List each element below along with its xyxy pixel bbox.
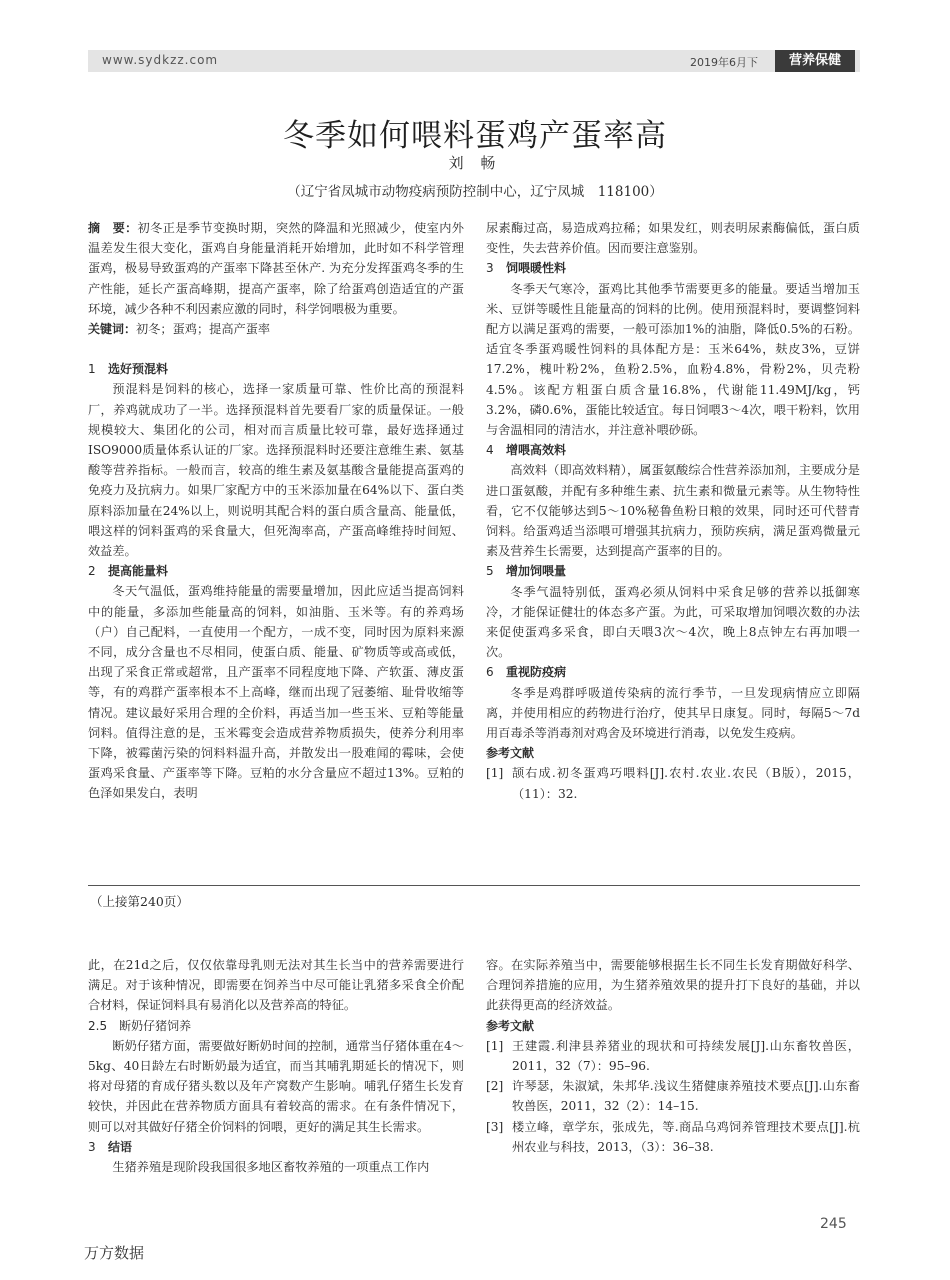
- article-title: 冬季如何喂料蛋鸡产蛋率高: [283, 118, 667, 154]
- continued-right-column: [486, 955, 860, 1157]
- section-paragraph: 冬季气温特别低，蛋鸡必须从饲料中采食足够的营养以抵御寒冷，才能保证健壮的体态多产蛋。为此，可采取增加饲喂次数的办法来促使蛋鸡多采食，即白天喂3次～4次，晚上8点钟左右再加喂一次。: [486, 584, 860, 660]
- section-paragraph: 断奶仔猪方面，需要做好断奶时间的控制，通常当仔猪体重在4～5kg、40日龄左右时断奶最为适宜，而当其哺乳期延长的情况下，则将对母猪的育成仔猪头数以及年产窝数产生影响。哺乳仔猪生长发育较快，并因此在营养物质方面具有着较高的需求。在有条件情况下，则可以对其做好仔猪全价饲料的饲喂，更好的满足其生长需求。: [88, 1038, 464, 1134]
- section-paragraph: 预混料是饲料的核心，选择一家质量可靠、性价比高的预混料厂，养鸡就成功了一半。选择预混料首先要看厂家的质量保证。一般规模较大、集团化的公司，相对而言质量比较可靠，最好选择通过ISO9000质量体系认证的厂家。选择预混料时还要注意维生素、氨基酸等营养指标。一般而言，较高的维生素及氨基酸含量能提高蛋鸡的免疫力及抗病力。如果厂家配方中的玉米添加量在64%以下、蛋白类原料添加量在24%以上，则说明其配合料的蛋白质含量高、能量低，喂这样的饲料蛋鸡的采食量大，但死淘率高，产蛋高峰维持时间短、效益差。: [88, 382, 464, 559]
- watermark: 万方数据: [84, 1244, 145, 1262]
- section-tag: 营养保健: [775, 50, 855, 72]
- journal-url: www.sydkzz.com: [102, 53, 219, 67]
- section-heading: 4 增喂高效料: [486, 443, 567, 458]
- section-paragraph: 生猪养殖是现阶段我国很多地区畜牧养殖的一项重点工作内: [112, 1160, 430, 1175]
- abstract: [88, 218, 464, 319]
- reference-item: [2] 许琴瑟，朱淑斌，朱邦华.浅议生猪健康养殖技术要点[J].山东畜牧兽医，2011，32（2）：14–15.: [486, 1079, 860, 1114]
- section-paragraph: 冬季天气寒冷，蛋鸡比其他季节需要更多的能量。要适当增加玉米、豆饼等暖性且能量高的饲料的比例。使用预混料时，要调整饲料配方以满足蛋鸡的需要，一般可添加1%的油脂，降低0.5%的石粉。适宜冬季蛋鸡暖性饲料的具体配方是：玉米64%，麸皮3%，豆饼17.2%，槐叶粉2%，鱼粉2.5%，血粉4.8%，骨粉2%，贝壳粉4.5%。该配方粗蛋白质含量16.8%，代谢能11.49MJ/kg，钙3.2%，磷0.6%，蛋能比较适宜。每日饲喂3～4次，喂干粉料，饮用与舍温相同的清洁水，并注意补喂砂砾。: [486, 281, 860, 438]
- section-paragraph-continued: 容。在实际养殖当中，需要能够根据生长不同生长发育期做好科学、合理饲养措施的应用，为生猪养殖效果的提升打下良好的基础，并以此获得更高的经济效益。: [486, 958, 860, 1013]
- references-heading: 参考文献: [486, 1018, 535, 1033]
- section-heading: 1 选好预混料: [88, 362, 169, 377]
- article-author: 刘 畅: [448, 154, 502, 172]
- references-heading: 参考文献: [486, 746, 535, 761]
- reference-item: [1] 王建霞.利津县养猪业的现状和可持续发展[J].山东畜牧兽医，2011，32（7）：95–96.: [486, 1038, 860, 1074]
- reference-item: [1] 颉右成.初冬蛋鸡巧喂料[J].农村.农业.农民（B版），2015，（11）：32.: [486, 766, 860, 801]
- keywords: [88, 319, 464, 339]
- article-affiliation: （辽宁省凤城市动物疫病预防控制中心，辽宁凤城 118100）: [287, 184, 663, 200]
- section-heading: 2 提高能量料: [88, 564, 169, 579]
- section-heading: 3 饲喂暖性料: [486, 261, 567, 276]
- continued-paragraph: 此，在21d之后，仅仅依靠母乳则无法对其生长当中的营养需要进行满足。对于该种情况，即需要在饲养当中尽可能让乳猪多采食全价配合材料，保证饲料具有易消化以及营养高的特征。: [88, 958, 464, 1013]
- section-paragraph-continued: 尿素酶过高，易造成鸡拉稀；如果发红，则表明尿素酶偏低，蛋白质变性，失去营养价值。因而要注意鉴别。: [486, 221, 860, 256]
- reference-item: [3] 楼立峰，章学东，张成先，等.商品乌鸡饲养管理技术要点[J].杭州农业与科技，2013，（3）：36–38.: [486, 1119, 860, 1154]
- section-heading: 2.5 断奶仔猪饲养: [88, 1018, 192, 1033]
- page-number: 245: [820, 1216, 847, 1232]
- section-paragraph: 冬季是鸡群呼吸道传染病的流行季节，一旦发现病情应立即隔离，并使用相应的药物进行治疗，使其早日康复。同时，每隔5～7d用百毒杀等消毒剂对鸡舍及环境进行消毒，以免发生疫病。: [486, 685, 860, 741]
- section-heading: 6 重视防疫病: [486, 665, 567, 680]
- abstract-text: 初冬正是季节变换时期，突然的降温和光照减少，使室内外温差发生很大变化，蛋鸡自身能量消耗开始增加，此时如不科学管理蛋鸡，极易导致蛋鸡的产蛋率下降甚至休产. 为充分发挥蛋鸡冬季的生产性能，延长产蛋高峰期，提高产蛋率，除了给蛋鸡创造适宜的产蛋环境，减少各种不利因素应激的同时，科学饲喂极为重要。: [88, 221, 464, 316]
- section-heading: 3 结语: [88, 1139, 133, 1154]
- keywords-label: 关键词：: [88, 322, 137, 337]
- section-paragraph: 冬天气温低，蛋鸡维持能量的需要量增加，因此应适当提高饲料中的能量，多添加些能量高的饲料，如油脂、玉米等。有的养鸡场（户）自己配料，一直使用一个配方，一成不变，同时因为原料来源不同，成分含量也不尽相同，使蛋白质、能量、矿物质等或高或低，出现了采食正常或超常，且产蛋率不同程度地下降、产软蛋、薄皮蛋等，有的鸡群产蛋率根本不上高峰，继而出现了冠萎缩、耻骨收缩等情况。建议最好采用合理的全价料，再适当加一些玉米、豆粕等能量饲料。值得注意的是，玉米霉变会造成营养物质损失，使养分利用率下降，被霉菌污染的饲料料温升高，并散发出一股难闻的霉味，会使蛋鸡采食量、产蛋率等下降。豆粕的水分含量应不超过13%。豆粕的色泽如果发白，表明: [88, 584, 464, 801]
- article-right-column: [486, 218, 860, 804]
- section-paragraph: 高效料（即高效料精），属蛋氨酸综合性营养添加剂，主要成分是进口蛋氨酸，并配有多种维生素、抗生素和微量元素等。从生物特性看，它不仅能够达到5～10%秘鲁鱼粉日粮的效果，同时还可代替青饲料。给蛋鸡适当添喂可增强其抗病力，预防疾病，满足蛋鸡微量元素及营养生长需要，达到提高产蛋率的目的。: [486, 463, 860, 559]
- continued-left-column: [88, 955, 464, 1177]
- continued-from-label: （上接第240页）: [90, 894, 189, 909]
- section-divider: [88, 885, 860, 886]
- keywords-text: 初冬；蛋鸡；提高产蛋率: [136, 322, 271, 337]
- section-heading: 5 增加饲喂量: [486, 564, 567, 579]
- issue-date: 2019年6月下: [690, 56, 758, 69]
- abstract-label: 摘 要：: [88, 221, 138, 235]
- article-left-column: [88, 218, 464, 804]
